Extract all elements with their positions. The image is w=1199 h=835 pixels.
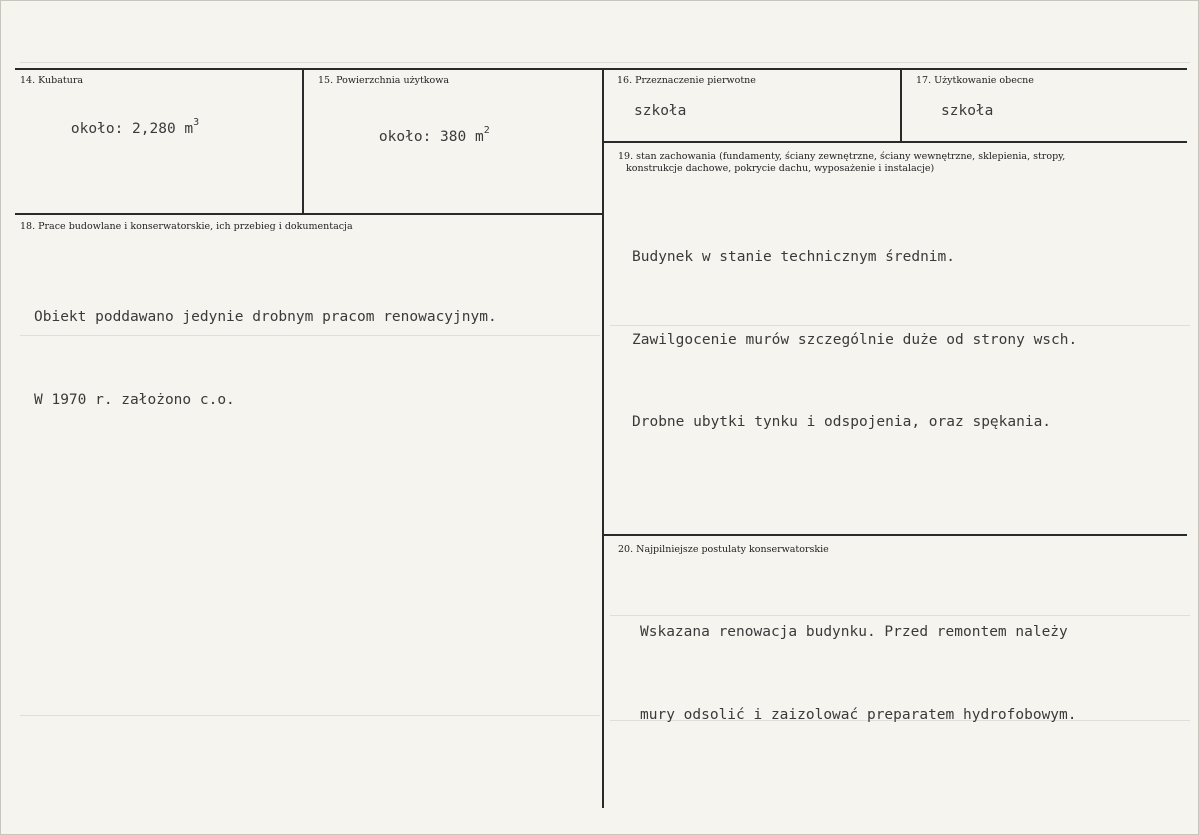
- stan-line: Zawilgocenie murów szczególnie duże od strony wsch.: [632, 331, 1078, 348]
- field-value-powierzchnia: [344, 96, 490, 179]
- divider-16-17: [900, 68, 902, 142]
- field-value-stan: [632, 189, 1077, 492]
- divider-14-15: [302, 68, 304, 214]
- field-label-postulaty: 20. Najpilniejsze postulaty konserwatorskie: [618, 544, 829, 555]
- stan-line: Drobne ubytki tynku i odspojenia, oraz spękania.: [632, 414, 1052, 431]
- powierzchnia-unit-exponent: 2: [483, 124, 490, 136]
- bleed-line: [20, 715, 600, 716]
- field-label-przeznaczenie: 16. Przeznaczenie pierwotne: [617, 75, 756, 86]
- field-label-kubatura: 14. Kubatura: [20, 75, 84, 86]
- rule-below-14-15: [15, 213, 603, 215]
- top-rule: [15, 68, 1187, 70]
- field-value-kubatura: [36, 88, 199, 171]
- field-label-powierzchnia: 15. Powierzchnia użytkowa: [318, 75, 450, 86]
- prace-line: W 1970 r. założono c.o.: [34, 391, 235, 408]
- powierzchnia-value: około: 380 m: [378, 128, 484, 145]
- stan-line: Budynek w stanie technicznym średnim.: [632, 249, 956, 266]
- field-label-prace: 18. Prace budowlane i konserwatorskie, ich przebieg i dokumentacja: [20, 221, 353, 232]
- stan-label-line: 19. stan zachowania (fundamenty, ściany zewnętrzne, ściany wewnętrzne, sklepienia, stropy,: [618, 151, 1066, 162]
- rule-above-20: [603, 534, 1187, 536]
- field-value-uzytkowanie: szkoła: [941, 103, 994, 119]
- field-label-uzytkowanie: 17. Użytkowanie obecne: [916, 75, 1034, 86]
- field-label-stan: [618, 151, 1065, 175]
- stan-label-line: konstrukcje dachowe, pokrycie dachu, wyposażenie i instalacje): [626, 162, 935, 174]
- field-value-prace: [34, 249, 497, 469]
- field-value-postulaty: [640, 564, 1077, 784]
- postulaty-line: Wskazana renowacja budynku. Przed remontem należy: [640, 624, 1068, 641]
- center-divider: [602, 68, 604, 808]
- rule-below-16-17: [603, 141, 1187, 143]
- prace-line: Obiekt poddawano jedynie drobnym pracom renowacyjnym.: [34, 309, 497, 326]
- field-value-przeznaczenie: szkoła: [634, 103, 687, 119]
- kubatura-value: około: 2,280 m: [70, 120, 194, 137]
- kubatura-unit-exponent: 3: [193, 116, 200, 128]
- bleed-line: [20, 62, 1190, 63]
- postulaty-line: mury odsolić i zaizolować preparatem hydrofobowym.: [640, 706, 1077, 723]
